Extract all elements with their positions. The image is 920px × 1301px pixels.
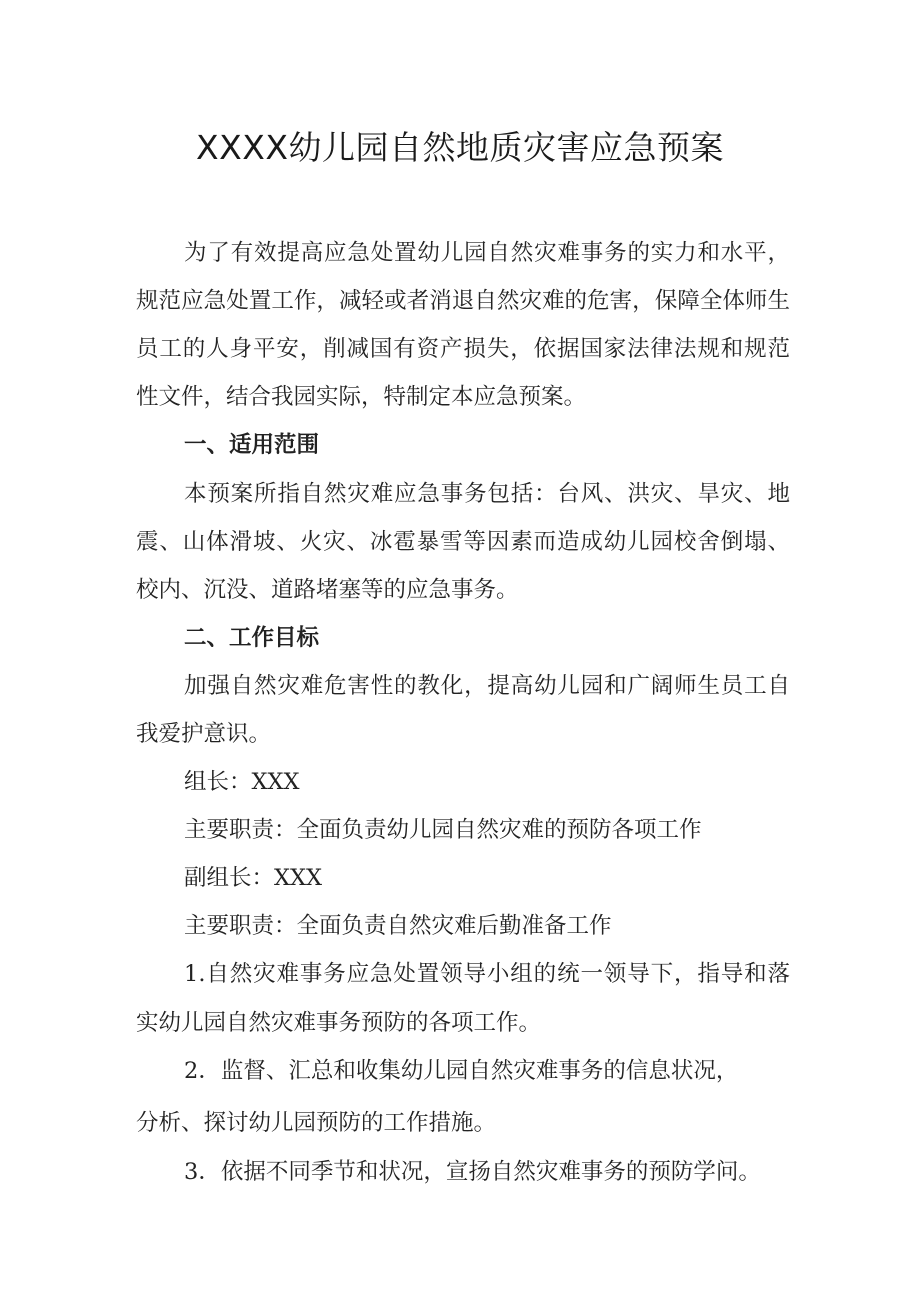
- section1-line-2: 震、山体滑坡、火灾、冰雹暴雪等因素而造成幼儿园校舍倒塌、: [136, 529, 790, 555]
- item1-line-1: 1.自然灾难事务应急处置领导小组的统一领导下，指导和落: [184, 961, 790, 987]
- section2-heading: 二、工作目标: [184, 625, 320, 651]
- section2-line-1: 加强自然灾难危害性的教化，提高幼儿园和广阔师生员工自: [184, 673, 790, 699]
- section1-line-3: 校内、沉没、道路堵塞等的应急事务。: [136, 577, 519, 603]
- item2-line-2: 分析、探讨幼儿园预防的工作措施。: [136, 1110, 497, 1136]
- leader-line: 组长：XXX: [184, 769, 300, 795]
- intro-line-2: 规范应急处置工作，减轻或者消退自然灾难的危害，保障全体师生: [136, 288, 790, 314]
- intro-line-1: 为了有效提高应急处置幼儿园自然灾难事务的实力和水平，: [184, 240, 790, 266]
- section1-line-1: 本预案所指自然灾难应急事务包括：台风、洪灾、旱灾、地: [184, 481, 790, 507]
- deputy-line: 副组长：XXX: [184, 865, 323, 891]
- document-title: XXXX幼儿园自然地质灾害应急预案: [196, 128, 724, 167]
- intro-line-3: 员工的人身平安，削减国有资产损失，依据国家法律法规和规范: [136, 336, 790, 362]
- deputy-duty-line: 主要职责：全面负责自然灾难后勤准备工作: [184, 913, 612, 939]
- section2-line-2: 我爱护意识。: [136, 721, 272, 747]
- item2-line-1: 2．监督、汇总和收集幼儿园自然灾难事务的信息状况，: [184, 1058, 739, 1084]
- item3-line: 3．依据不同季节和状况，宣扬自然灾难事务的预防学问。: [184, 1159, 761, 1185]
- item1-line-2: 实幼儿园自然灾难事务预防的各项工作。: [136, 1010, 542, 1036]
- section1-heading: 一、适用范围: [184, 432, 320, 458]
- intro-line-4: 性文件，结合我园实际，特制定本应急预案。: [136, 384, 587, 410]
- leader-duty-line: 主要职责：全面负责幼儿园自然灾难的预防各项工作: [184, 817, 702, 843]
